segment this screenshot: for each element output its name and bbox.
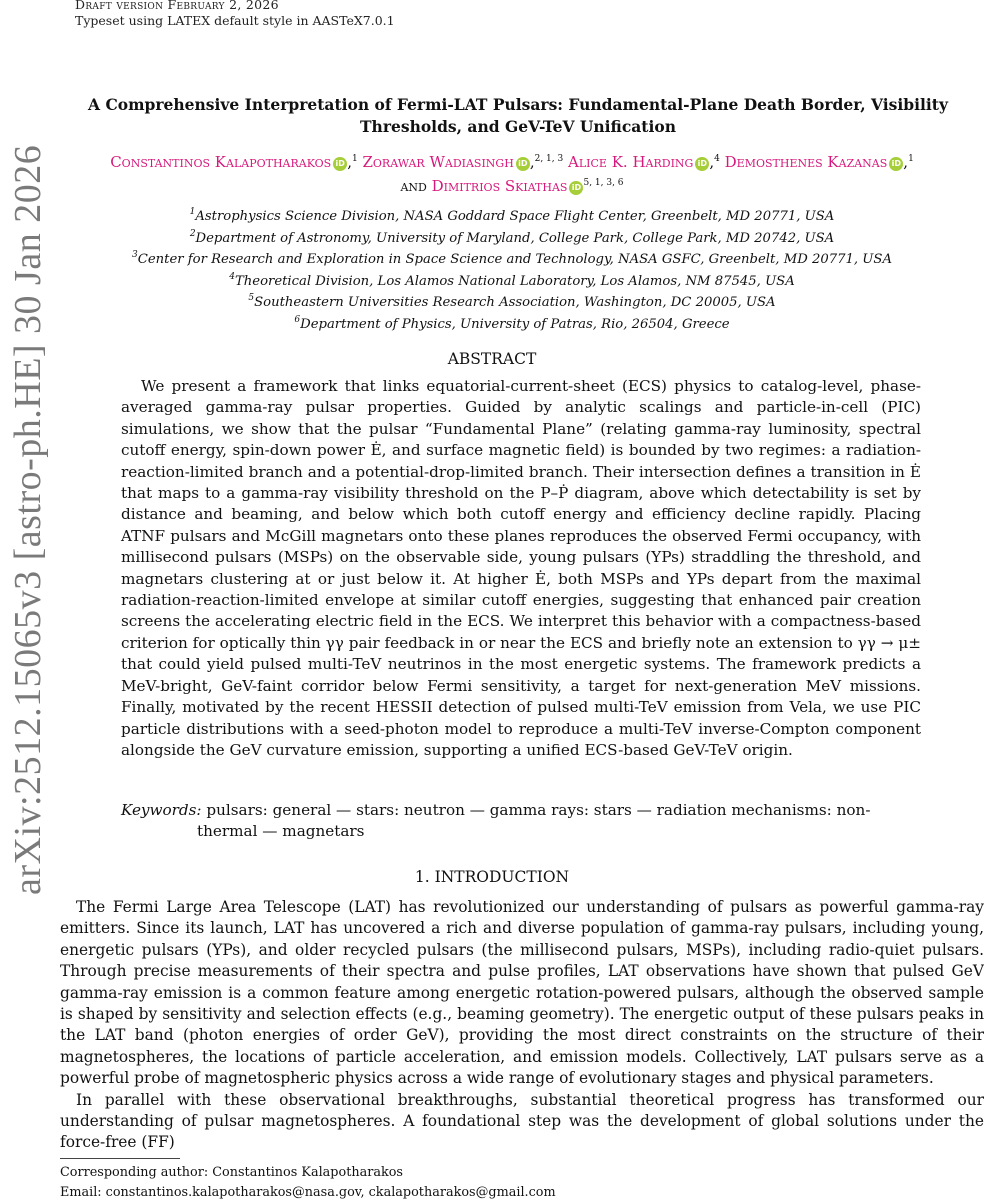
author-affil-sup: 1	[351, 154, 358, 164]
affiliation	[40, 228, 984, 250]
paper-title: A Comprehensive Interpretation of Fermi-LAT Pulsars: Fundamental-Plane Death Border, Visibility Thresholds, and GeV-TeV Unification	[88, 95, 948, 136]
page-header	[75, 0, 395, 29]
keywords-text: pulsars: general — stars: neutron — gamma rays: stars — radiation mechanisms: non-thermal — magnetars	[197, 801, 871, 840]
author-name[interactable]: Constantinos Kalapotharakos	[110, 153, 332, 171]
affiliation-list	[40, 206, 984, 336]
paragraph: The Fermi Large Area Telescope (LAT) has revolutionized our understanding of pulsars as powerful gamma-ray emitters. Since its launch, LAT has uncovered a rich and diverse population of gamma-ray pulsars, including young, energetic pulsars (YPs), and older recycled pulsars (the millisecond pulsars, MSPs), including radio-quiet pulsars. Through precise measurements of their spectra and pulse profiles, LAT observations have shown that pulsed GeV gamma-ray emission is a common feature among energetic rotation-powered pulsars, although the observed sample is shaped by sensitivity and selection effects (e.g., beaming geometry). The energetic output of these pulsars peaks in the LAT band (photon energies of order GeV), providing the most direct constraints on the structure of their magnetospheres, the locations of particle acceleration, and emission models. Collectively, LAT pulsars serve as a powerful probe of magnetospheric physics across a wide range of evolutionary stages and physical parameters.	[60, 898, 984, 1088]
author-list: Constantinos Kalapotharakos iD ,$^1$ Zorawar Wadiasingh iD ,$^{2, 1, 3}$ Alice K. Harding iD ,$^4$ Demosthenes Kazanas iD ,$^1$ and Dimitrios Skiathas iD $^{5, 1, 3, 6}$	[110, 153, 914, 195]
author-affil-sup: 5, 1, 3, 6	[583, 178, 624, 188]
abstract-body	[121, 376, 921, 761]
author-name[interactable]: Demosthenes Kazanas	[724, 153, 888, 171]
affiliation	[40, 271, 984, 293]
footnote-rule	[60, 1158, 180, 1159]
affil-num: 1	[189, 207, 196, 217]
and-word: and	[400, 177, 427, 195]
author-name[interactable]: Zorawar Wadiasingh	[362, 153, 514, 171]
affil-num: 4	[229, 271, 235, 282]
typeset-note: Typeset using LATEX default style in AASTeX7.0.1	[75, 13, 395, 28]
affiliation	[40, 206, 984, 228]
arxiv-stamp[interactable]: arXiv:2512.15065v3 [astro-ph.HE] 30 Jan 2026	[7, 144, 49, 895]
author-name[interactable]: Alice K. Harding	[568, 153, 694, 171]
email-line[interactable]: Email: constantinos.kalapotharakos@nasa.gov, ckalapotharakos@gmail.com	[60, 1185, 556, 1200]
affil-text: Center for Research and Exploration in Space Science and Technology, NASA GSFC, Greenbelt, MD 20771, USA	[137, 252, 892, 268]
affiliation	[40, 314, 984, 336]
abstract-text: We present a framework that links equatorial-current-sheet (ECS) physics to catalog-level, phase-averaged gamma-ray pulsar properties. Guided by analytic scalings and particle-in-cell (PIC) simulations, we show that the pulsar “Fundamental Plane” (relating gamma-ray luminosity, spectral cutoff energy, spin-down power Ė, and surface magnetic field) is bounded by two regimes: a radiation-reaction-limited branch and a potential-drop-limited branch. Their intersection defines a transition in Ė that maps to a gamma-ray visibility threshold on the P–Ṗ diagram, above which detectability is set by distance and beaming, and below which both cutoff energy and efficiency decline rapidly. Placing ATNF pulsars and McGill magnetars onto these planes reproduces the observed Fermi occupancy, with millisecond pulsars (MSPs) on the observable side, young pulsars (YPs) straddling the threshold, and magnetars clustering at or just below it. At higher Ė, both MSPs and YPs depart from the maximal radiation-reaction-limited envelope at similar cutoff energies, suggesting that enhanced pair creation screens the accelerating electric field in the ECS. We interpret this behavior with a compactness-based criterion for optically thin γγ pair feedback in or near the ECS and briefly note an extension to γγ → μ± that could yield pulsed multi-TeV neutrinos in the most energetic systems. The framework predicts a MeV-bright, GeV-faint corridor below Fermi sensitivity, a target for next-generation MeV missions. Finally, motivated by the recent HESSII detection of pulsed multi-TeV emission from Vela, we use PIC particle distributions with a seed-photon model to reproduce a multi-TeV inverse-Compton component alongside the GeV curvature emission, supporting a unified ECS-based GeV-TeV origin.	[121, 377, 921, 759]
author-affil-sup: 2, 1, 3	[534, 154, 564, 164]
affil-text: Astrophysics Science Division, NASA Goddard Space Flight Center, Greenbelt, MD 20771, USA	[195, 209, 835, 224]
affil-text: Department of Astronomy, University of Maryland, College Park, College Park, MD 20742, USA	[195, 230, 835, 246]
affil-text: Southeastern Universities Research Association, Washington, DC 20005, USA	[254, 295, 776, 311]
author-affil-sup: 1	[908, 154, 914, 164]
section-heading: 1. INTRODUCTION	[414, 868, 570, 886]
abstract-heading: ABSTRACT	[447, 350, 537, 368]
orcid-icon[interactable]: iD	[695, 157, 709, 171]
author-affil-sup: 4	[714, 154, 720, 164]
affiliation	[40, 249, 984, 271]
orcid-icon[interactable]: iD	[889, 157, 903, 171]
affil-text: Department of Physics, University of Patras, Rio, 26504, Greece	[300, 316, 730, 332]
affil-text: Theoretical Division, Los Alamos National Laboratory, Los Alamos, NM 87545, USA	[234, 273, 795, 289]
affil-num: 5	[248, 293, 255, 304]
draft-version: Draft version February 2, 2026	[75, 0, 279, 12]
footnote	[60, 1163, 556, 1203]
corresponding-author: Corresponding author: Constantinos Kalapotharakos	[60, 1165, 403, 1180]
orcid-icon[interactable]: iD	[569, 181, 583, 195]
orcid-icon[interactable]: iD	[516, 157, 530, 171]
intro-body	[60, 897, 984, 1154]
keywords-block	[121, 800, 921, 842]
orcid-icon[interactable]: iD	[333, 157, 347, 171]
author-name[interactable]: Dimitrios Skiathas	[431, 177, 568, 195]
affil-num: 3	[132, 250, 138, 261]
affil-num: 2	[189, 228, 196, 239]
keywords-label: Keywords:	[121, 801, 202, 819]
affil-num: 6	[294, 314, 301, 325]
paragraph: In parallel with these observational breakthroughs, substantial theoretical progress has transformed our understanding of pulsar magnetospheres. A foundational step was the development of global solutions under the force-free (FF)	[60, 1090, 984, 1152]
affiliation	[40, 292, 984, 314]
